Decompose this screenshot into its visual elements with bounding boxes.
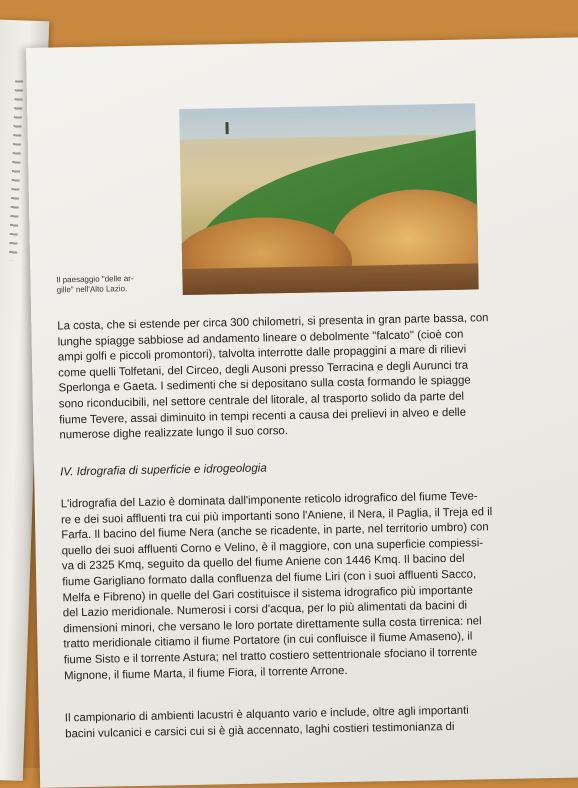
text-line: Melfa e Fibreno) in quelle del Gari costituisce il sistema idrografico più importante <box>62 584 473 604</box>
text-line: Il campionario di ambienti lacustri è alquanto vario e include, oltre agli importanti <box>64 704 469 725</box>
text-line: Mignone, il fiume Marta, il fiume Fiora, il torrente Arrone. <box>63 664 348 682</box>
text-line: bacini vulcanici e carsici cui si è già accennato, laghi costieri testimonianza di <box>65 720 455 740</box>
text-line: lunghe spiagge sabbiose ad andamento lineare o debolmente "falcato" (cioè con <box>57 328 464 349</box>
text-line: va di 2325 Kmq, seguito da quello del fiume Aniene con 1446 Kmq. Il bacino del <box>61 553 465 573</box>
text-line: dimensioni minori, che versano le loro portate direttamente sulla costa tirrenica: nel <box>63 615 482 636</box>
book-page <box>26 37 578 788</box>
text-line: L'idrografia del Lazio è dominata dall'imponente reticolo idrografico del fiume Teve- <box>60 490 478 511</box>
text-line: La costa, che si estende per circa 300 chilometri, si presenta in gran parte bassa, con <box>57 312 489 333</box>
text-line: come quelli Tolfetani, del Circeo, degli Ausoni presso Terracina e degli Aurunci tra <box>58 359 469 380</box>
text-line: re e dei suoi affluenti tra cui più importanti sono l'Aniene, il Nera, il Paglia, il Treja ed il <box>60 505 493 527</box>
paragraph-hydrography <box>61 488 535 684</box>
text-line: fiume Tevere, assai diminuito in tempi recenti a causa dei prelievi in alveo e delle <box>59 406 467 426</box>
text-line: del Lazio meridionale. Numerosi i corsi d'acqua, per lo più alimentati da bacini di <box>62 599 468 620</box>
paragraph-lakes <box>65 702 536 742</box>
paragraph-coast <box>57 310 529 444</box>
text-line: quello dei suoi affluenti Corno e Velino, è il maggiore, con una superficie compiessi- <box>61 537 484 558</box>
caption-line: gille" nell'Alto Lazio. <box>56 284 128 295</box>
text-line: numerose dighe realizzate lungo il suo corso. <box>59 425 289 442</box>
landscape-photo <box>179 103 479 295</box>
text-line: Sperlonga e Gaeta. I sedimenti che si depositano sulla costa formando le spiagge <box>58 374 471 395</box>
text-line: fiume Garigliano formato dalla confluenza del fiume Liri (con i suoi affluenti Sacco, <box>62 568 477 589</box>
text-line: ampi golfi e piccoli promontori), talvolta interrotte dalle propaggini a mare di rilievi <box>57 343 467 364</box>
left-page-text-fragment <box>9 80 23 260</box>
text-line: fiume Sisto e il torrente Astura; nel tratto costiero settentrionale sfociano il torrente <box>63 646 478 667</box>
caption-line: Il paesaggio "delle ar- <box>56 273 134 285</box>
text-line: tratto meridionale citiamo il fiume Portatore (in cui confluisce il fiume Amaseno), il <box>63 630 473 651</box>
section-heading: IV. Idrografia di superficie e idrogeologia <box>60 461 267 479</box>
text-line: sono riconducibili, nel settore centrale del litorale, al trasporto solido da parte del <box>58 390 465 411</box>
photo-caption <box>56 273 174 295</box>
text-line: Farfa. Il bacino del fiume Nera (anche se ricadente, in parte, nel territorio umbro) con <box>61 521 489 542</box>
photo-ground <box>182 263 478 295</box>
photo-tree <box>225 122 228 134</box>
